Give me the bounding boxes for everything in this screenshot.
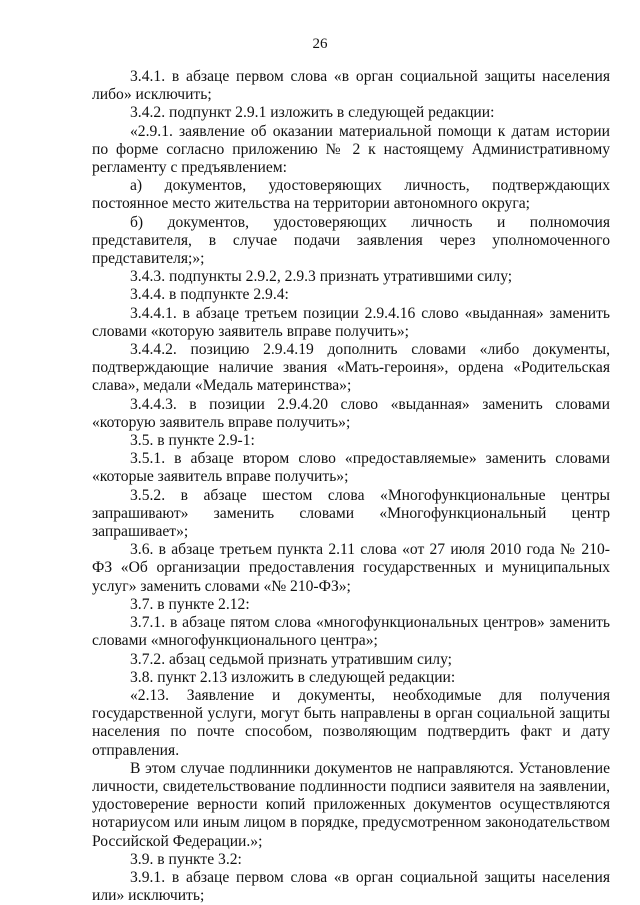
page-number: 26 (312, 36, 328, 52)
paragraph: 3.9.1. в абзаце первом слова «в орган социальной защиты населения или» исключить; (92, 868, 610, 905)
paragraph: 3.4.3. подпункты 2.9.2, 2.9.3 признать утратившими силу; (130, 268, 513, 286)
paragraph: 3.7.2. абзац седьмой признать утратившим силу; (130, 650, 453, 668)
paragraph: «2.13. Заявление и документы, необходимые для получения государственной услуги, могут быть направлены в орган социальной защиты населения по почте способом, позволяющим подтвердить факт и дату отправления. (92, 686, 610, 759)
paragraph: 3.4.4.2. позицию 2.9.4.19 дополнить словами «либо документы, подтверждающие наличие звания «Мать-героиня», ордена «Родительская слава», медали «Медаль материнства»; (92, 341, 610, 395)
paragraph: б) документов, удостоверяющих личность и полномочия представителя, в случае подачи заявления через уполномоченного представителя;»; (92, 213, 610, 268)
paragraph: а) документов, удостоверяющих личность, подтверждающих постоянное место жительства на территории автономного округа; (92, 177, 610, 213)
paragraph: «2.9.1. заявление об оказании материальной помощи к датам истории по форме согласно приложению № 2 к настоящему Административному регламенту с предъявлением: (92, 122, 610, 177)
paragraph: 3.8. пункт 2.13 изложить в следующей редакции: (130, 668, 456, 686)
paragraph: 3.4.1. в абзаце первом слова «в орган социальной защиты населения либо» исключить; (92, 68, 610, 104)
paragraph: 3.4.4. в подпункте 2.9.4: (130, 286, 289, 304)
paragraph: 3.5.1. в абзаце втором слово «предоставляемые» заменить словами «которые заявитель вправе получить»; (92, 450, 610, 486)
document-body (92, 68, 610, 905)
paragraph: 3.4.4.3. в позиции 2.9.4.20 слово «выданная» заменить словами «которую заявитель вправе получить»; (92, 395, 610, 431)
paragraph: В этом случае подлинники документов не направляются. Установление личности, свидетельствование подлинности подписи заявителя на заявлении, удостоверение верности копий приложенных документов осуществляются нотариусом или иным лицом в порядке, предусмотренном законодательством Российской Федерации.»; (92, 759, 610, 850)
paragraph: 3.7.1. в абзаце пятом слова «многофункциональных центров» заменить словами «многофункционального центра»; (92, 614, 610, 650)
paragraph: 3.4.4.1. в абзаце третьем позиции 2.9.4.16 слово «выданная» заменить словами «которую заявитель вправе получить»; (92, 304, 610, 340)
paragraph: 3.4.2. подпункт 2.9.1 изложить в следующей редакции: (130, 104, 495, 122)
paragraph: 3.7. в пункте 2.12: (130, 595, 250, 613)
paragraph: 3.9. в пункте 3.2: (130, 850, 242, 868)
paragraph: 3.5.2. в абзаце шестом слова «Многофункциональные центры запрашивают» заменить словами «Многофункциональный центр запрашивает»; (92, 486, 610, 541)
paragraph: 3.6. в абзаце третьем пункта 2.11 слова «от 27 июля 2010 года № 210-ФЗ «Об организации предоставления государственных и муниципальных услуг» заменить словами «№ 210-ФЗ»; (92, 541, 610, 595)
paragraph: 3.5. в пункте 2.9-1: (130, 432, 255, 450)
